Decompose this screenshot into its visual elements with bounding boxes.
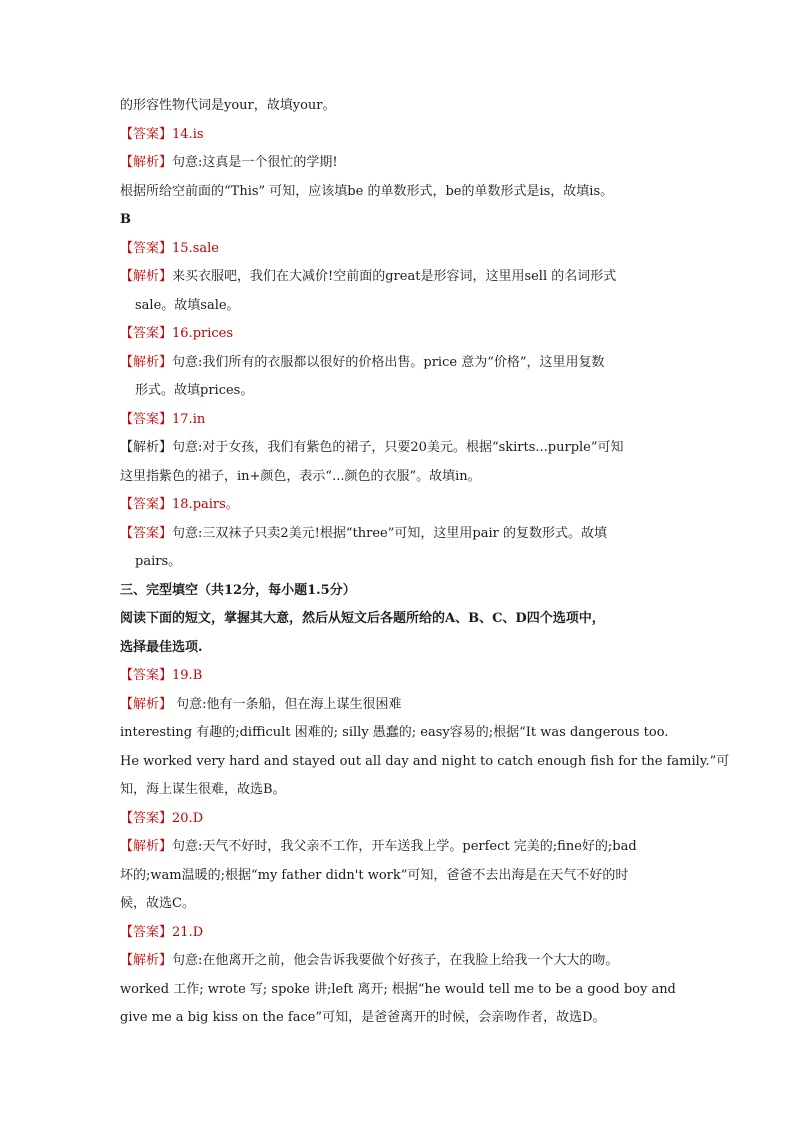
answer-line <box>120 662 676 691</box>
document-page <box>120 92 730 1033</box>
analysis-line <box>120 263 676 292</box>
text-line: 坏的;wam温暖的;根据“my father didn't work”可知，爸爸不去出海是在天气不好的时 <box>120 867 629 883</box>
answer-value: 19.B <box>172 668 203 683</box>
text-line: 知，海上谋生很难，故选B。 <box>120 782 286 797</box>
answer-tag: 【答案】 <box>120 240 173 256</box>
analysis-tag: 【解析】 <box>120 696 173 712</box>
text-line: He worked very hard and stayed out all day and night to catch enough fish for the family.”可 <box>120 753 730 769</box>
analysis-line <box>120 691 676 720</box>
answer-value: 14.is <box>172 126 204 142</box>
answer-line <box>120 919 676 948</box>
analysis-text: 句意:我们所有的衣服都以很好的价格出售。price 意为“价格”，这里用复数 <box>172 354 605 370</box>
analysis-line <box>120 149 676 178</box>
answer-tag: 【答案】 <box>120 326 173 341</box>
text-line: 根据所给空前面的“This” 可知，应该填be 的单数形式，be的单数形式是is，故填is。 <box>120 183 614 199</box>
answer-tag: 【答案】 <box>120 924 173 940</box>
text-line: worked 工作; wrote 写; spoke 讲;left 离开; 根据“he would tell me to be a good boy and <box>120 981 676 997</box>
section-instruction: 选择最佳选项. <box>120 639 203 655</box>
analysis-line <box>120 833 676 862</box>
analysis-tag: 【解析】 <box>120 953 173 968</box>
text-line: 这里指紫色的裙子，in+颜色，表示“...颜色的衣服”。故填in。 <box>120 468 481 484</box>
answer-value: 15.sale <box>172 240 219 256</box>
analysis-text: 句意:他有一条船，但在海上谋生很困难 <box>172 696 402 712</box>
answer-value: 21.D <box>172 924 204 940</box>
answer-tag: 【答案】 <box>120 810 173 826</box>
analysis-text: 来买衣服吧，我们在大减价!空前面的great是形容词，这里用sell 的名词形式 <box>172 269 617 284</box>
section-instruction: 阅读下面的短文，掌握其大意，然后从短文后各题所给的A、B、C、D四个选项中， <box>120 611 605 626</box>
answer-tag: 【答案】 <box>120 126 173 142</box>
answer-line <box>120 320 676 349</box>
text-line: 的形容性物代词是your，故填your。 <box>120 98 336 113</box>
answer-value: 18.pairs。 <box>172 497 239 512</box>
text-line: give me a big kiss on the face”可知，是爸爸离开的时候，会亲吻作者，故选D。 <box>120 1010 606 1025</box>
analysis-tag: 【解析】 <box>120 354 173 370</box>
answer-tag: 【答案】 <box>120 668 173 683</box>
analysis-tag: 【解析】 <box>120 440 173 455</box>
analysis-text: 句意:在他离开之前，他会告诉我要做个好孩子，在我脸上给我一个大大的吻。 <box>172 953 619 968</box>
indent-line: pairs。 <box>135 554 182 569</box>
bold-line: B <box>120 212 131 227</box>
text-line: interesting 有趣的;difficult 困难的; silly 愚蠢的; easy容易的;根据“It was dangerous too. <box>120 725 669 740</box>
answer-value: 17.in <box>172 411 206 427</box>
answer-line <box>120 491 676 520</box>
indent-line: 形式。故填prices。 <box>135 383 254 398</box>
answer-line <box>120 805 676 834</box>
answer-value: 16.prices <box>172 326 234 341</box>
answer-tag: 【答案】 <box>120 411 173 427</box>
analysis-tag: 【解析】 <box>120 839 173 854</box>
analysis-text: 句意:三双袜子只卖2美元!根据“three”可知，这里用pair 的复数形式。故填 <box>172 525 607 541</box>
answer-tag: 【答案】 <box>120 497 173 512</box>
analysis-line <box>120 520 676 549</box>
indent-line: sale。故填sale。 <box>135 297 240 313</box>
answer-line <box>120 406 676 435</box>
analysis-tag: 【解析】 <box>120 155 173 170</box>
analysis-text: 句意:对于女孩，我们有紫色的裙子，只要20美元。根据“skirts...purple”可知 <box>172 440 624 455</box>
section-title: 三、完型填空（共12分，每小题1.5分） <box>120 582 356 598</box>
answer-value: 20.D <box>172 810 204 826</box>
analysis-text: 句意:天气不好时，我父亲不工作，开车送我上学。perfect 完美的;fine好的;bad <box>172 839 637 854</box>
analysis-text: 句意:这真是一个很忙的学期! <box>172 155 338 170</box>
answer-line <box>120 235 676 264</box>
text-line: 候，故选C。 <box>120 896 195 911</box>
answer-line <box>120 121 676 150</box>
analysis-line <box>120 349 676 378</box>
analysis-line <box>120 434 676 463</box>
analysis-tag: 【答案】 <box>120 525 173 541</box>
analysis-line <box>120 947 676 976</box>
analysis-tag: 【解析】 <box>120 269 173 284</box>
